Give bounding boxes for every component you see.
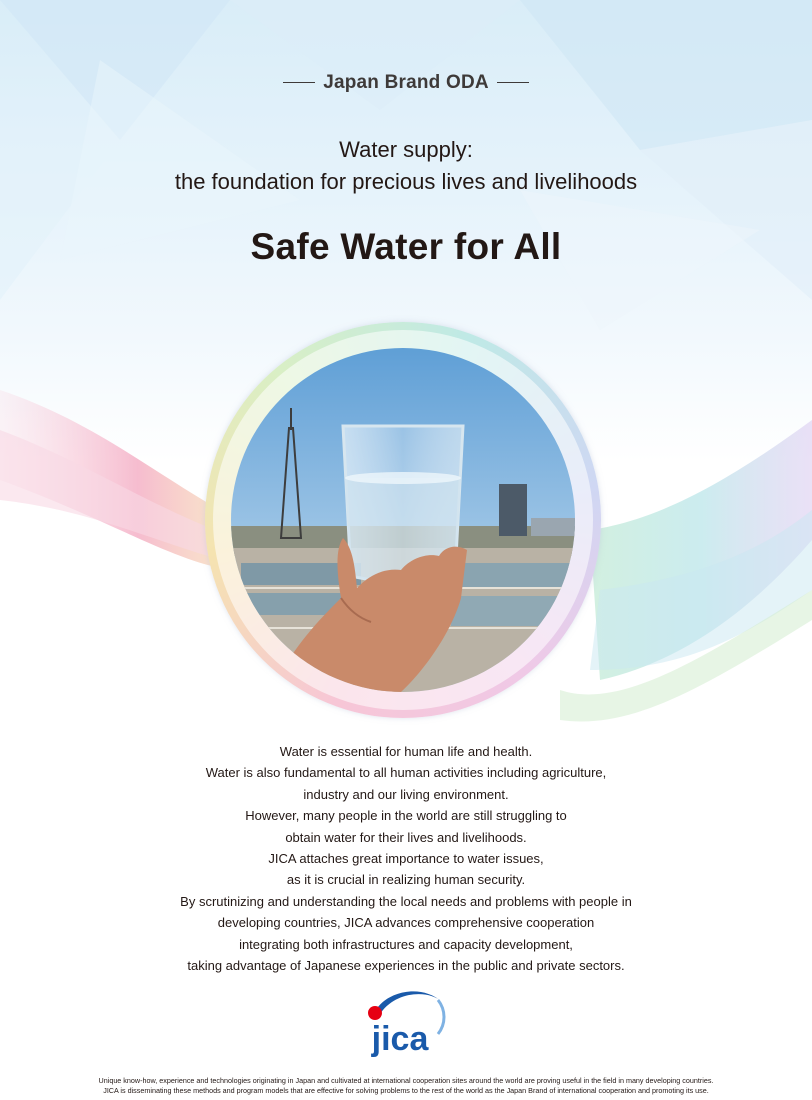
left-rule [283, 82, 315, 83]
body-line: developing countries, JICA advances comprehensive cooperation [217, 915, 595, 931]
body-line: obtain water for their lives and livelihoods. [285, 829, 527, 845]
body-line: as it is crucial in realizing human security. [286, 872, 526, 888]
footer-note [0, 1076, 812, 1096]
page-title: Safe Water for All [250, 226, 562, 267]
series-label [0, 72, 812, 94]
jica-logo [350, 980, 450, 1060]
glass-of-water-photo [231, 348, 575, 692]
body-line: industry and our living environment. [303, 786, 509, 802]
subtitle [0, 134, 812, 198]
footer-line-2: JICA is disseminating these methods and program models that are effective for solving problems to the rest of the world as the Japan Brand of international cooperation and promoting its use. [103, 1086, 709, 1095]
body-line: However, many people in the world are still struggling to [245, 808, 567, 824]
body-line: integrating both infrastructures and capacity development, [239, 936, 573, 952]
series-text: Japan Brand ODA [323, 72, 489, 93]
right-rule [497, 82, 529, 83]
body-line: Water is essential for human life and health. [279, 744, 533, 759]
jica-logo-wordmark: jica [371, 1020, 429, 1058]
body-line: Water is also fundamental to all human activities including agriculture, [205, 765, 607, 781]
body-line: taking advantage of Japanese experiences in the public and private sectors. [187, 958, 625, 974]
subtitle-line-2: the foundation for precious lives and livelihoods [174, 169, 638, 194]
subtitle-line-1: Water supply: [339, 137, 473, 162]
body-paragraph [0, 741, 812, 976]
body-line: JICA attaches great importance to water issues, [268, 851, 544, 867]
body-line: By scrutinizing and understanding the local needs and problems with people in [180, 893, 632, 909]
footer-line-1: Unique know-how, experience and technologies originating in Japan and cultivated at international cooperation sites around the world are proving useful in the field in many developing countries. [98, 1076, 714, 1085]
